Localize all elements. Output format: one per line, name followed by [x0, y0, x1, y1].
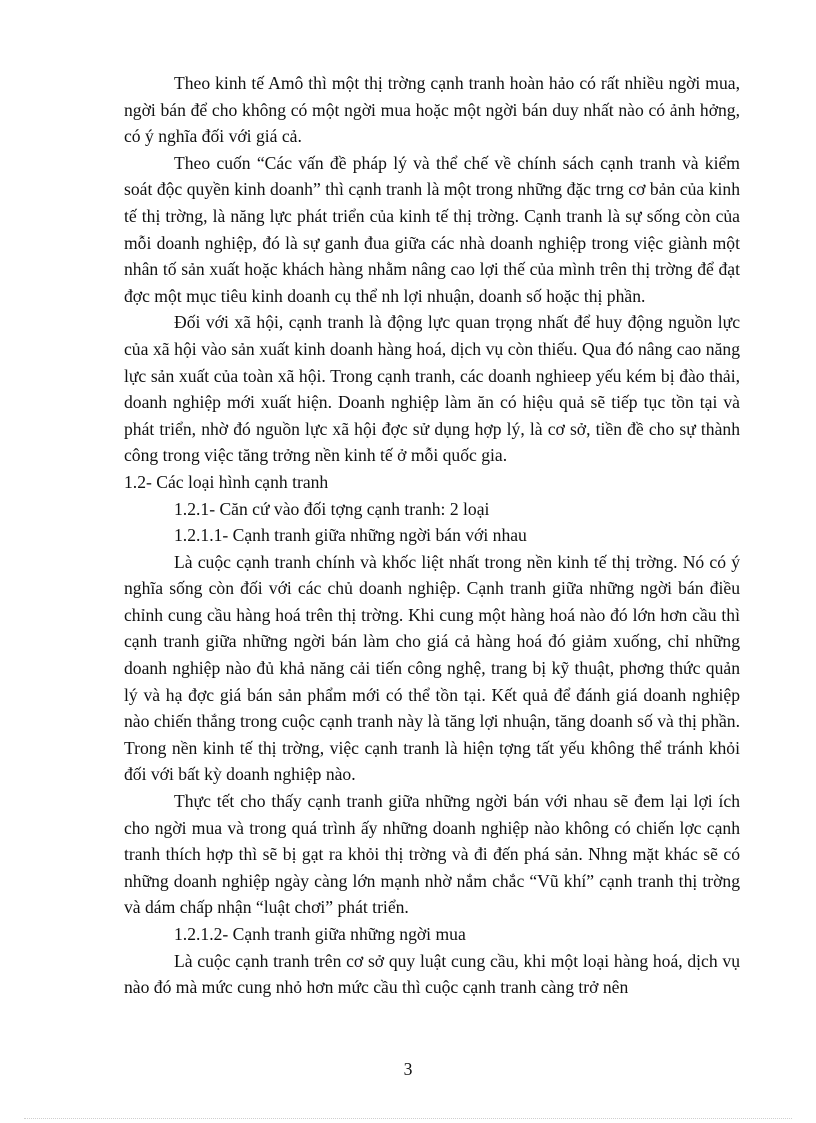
paragraph-amo-definition: Theo kinh tế Amô thì một thị trờng cạnh tranh hoàn hảo có rất nhiều ngời mua, ngời bán để cho không có một ngời mua hoặc một ngời bán duy nhất nào có ảnh hởng, có ý nghĩa đối với giá cả.	[124, 73, 740, 147]
document-body	[124, 70, 740, 1001]
page-number: 3	[403, 1059, 413, 1079]
paragraph-sellers-competition: Là cuộc cạnh tranh chính và khốc liệt nhất trong nền kinh tế thị trờng. Nó có ý nghĩa sống còn đối với các chủ doanh nghiệp. Cạnh tranh giữa những ngời bán điều chỉnh cung cầu hàng hoá trên thị trờng. Khi cung một hàng hoá nào đó lớn hơn cầu thì cạnh tranh giữa những ngời bán làm cho giá cả hàng hoá đó giảm xuống, chỉ những doanh nghiệp nào đủ khả năng cải tiến công nghệ, trang bị kỹ thuật, phơng thức quản lý và hạ đợc giá bán sản phẩm mới có thể tồn tại. Kết quả để đánh giá doanh nghiệp nào chiến thắng trong cuộc cạnh tranh này là tăng lợi nhuận, tăng doanh số và thị phần. Trong nền kinh tế thị trờng, việc cạnh tranh là hiện tợng tất yếu không thể tránh khỏi đối với bất kỳ doanh nghiệp nào.	[124, 551, 740, 785]
paragraph-legal-definition: Theo cuốn “Các vấn đề pháp lý và thể chế về chính sách cạnh tranh và kiểm soát độc quyền kinh doanh” thì cạnh tranh là một trong những đặc trng cơ bản của kinh tế thị trờng, là năng lực phát triển của kinh tế thị trờng. Cạnh tranh là sự sống còn của mỗi doanh nghiệp, đó là sự ganh đua giữa các nhà doanh nghiệp trong việc giành một nhân tố sản xuất hoặc khách hàng nhằm nâng cao lợi thế của mình trên thị trờng để đạt đợc một mục tiêu kinh doanh cụ thể nh lợi nhuận, doanh số hoặc thị phần.	[124, 152, 740, 306]
page-bottom-divider	[24, 1118, 792, 1119]
section-heading-1-2-1-1: 1.2.1.1- Cạnh tranh giữa những ngời bán với nhau	[174, 525, 527, 546]
section-heading-1-2: 1.2- Các loại hình cạnh tranh	[124, 471, 329, 492]
section-heading-1-2-1-2: 1.2.1.2- Cạnh tranh giữa những ngời mua	[174, 924, 466, 944]
paragraph-sellers-benefit: Thực tết cho thấy cạnh tranh giữa những ngời bán với nhau sẽ đem lại lợi ích cho ngời mua và trong quá trình ấy những doanh nghiệp nào không có chiến lợc cạnh tranh thích hợp thì sẽ bị gạt ra khỏi thị trờng và đi đến phá sản. Nhng mặt khác sẽ có những doanh nghiệp ngày càng lớn mạnh nhờ nắm chắc “Vũ khí” cạnh tranh thị trờng và dám chấp nhận “luật chơi” phát triển.	[124, 791, 740, 918]
paragraph-buyers-competition: Là cuộc cạnh tranh trên cơ sở quy luật cung cầu, khi một loại hàng hoá, dịch vụ nào đó mà mức cung nhỏ hơn mức cầu thì cuộc cạnh tranh càng trở nên	[124, 950, 740, 998]
section-heading-1-2-1: 1.2.1- Căn cứ vào đối tợng cạnh tranh: 2 loại	[174, 498, 490, 519]
paragraph-social-role: Đối với xã hội, cạnh tranh là động lực quan trọng nhất để huy động nguồn lực của xã hội vào sản xuất kinh doanh hàng hoá, dịch vụ còn thiếu. Qua đó nâng cao năng lực sản xuất của toàn xã hội. Trong cạnh tranh, các doanh nghieep yếu kém bị đào thải, doanh nghiệp mới xuất hiện. Doanh nghiệp làm ăn có hiệu quả sẽ tiếp tục tồn tại và phát triển, nhờ đó nguồn lực xã hội đợc sử dụng hợp lý, là cơ sở, tiền đề cho sự thành công trong việc tăng trởng nền kinh tế ở mỗi quốc gia.	[124, 312, 740, 466]
